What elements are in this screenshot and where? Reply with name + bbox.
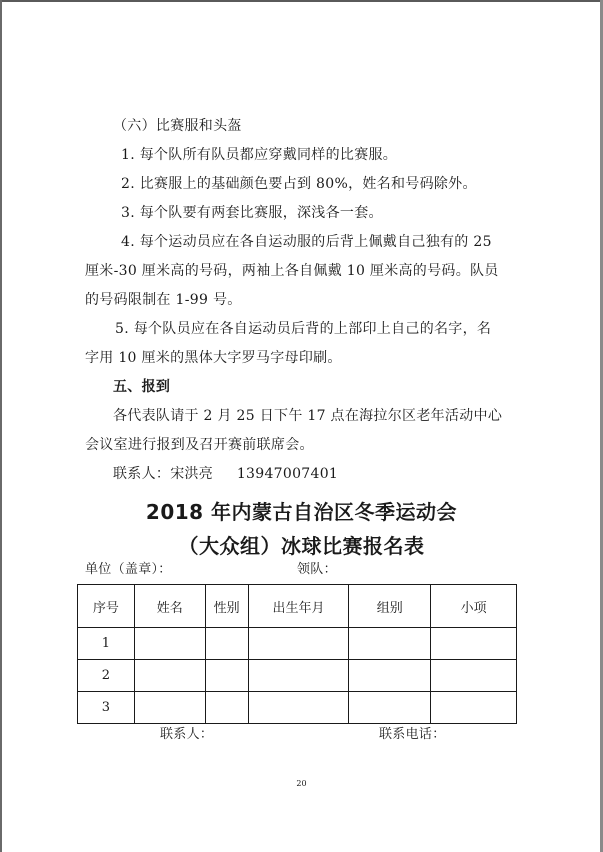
cell-event[interactable] bbox=[431, 628, 517, 660]
cell-name[interactable] bbox=[134, 692, 205, 724]
cell-birth-date[interactable] bbox=[248, 660, 349, 692]
section6-item5-line1: 5. 每个队员应在各自运动员后背的上部印上自己的名字，名 bbox=[115, 321, 492, 337]
cell-name[interactable] bbox=[134, 628, 205, 660]
header-serial: 序号 bbox=[78, 585, 135, 628]
cell-gender[interactable] bbox=[205, 660, 248, 692]
header-gender: 性别 bbox=[205, 585, 248, 628]
table-row bbox=[78, 692, 517, 724]
header-birth-date: 出生年月 bbox=[248, 585, 349, 628]
table-row bbox=[78, 660, 517, 692]
cell-name[interactable] bbox=[134, 660, 205, 692]
header-name: 姓名 bbox=[134, 585, 205, 628]
page-border-left bbox=[0, 0, 2, 852]
table-row bbox=[78, 628, 517, 660]
section6-item4-line2: 厘米-30 厘米高的号码，两袖上各自佩戴 10 厘米高的号码。队员 bbox=[85, 263, 499, 279]
header-group: 组别 bbox=[349, 585, 431, 628]
cell-gender[interactable] bbox=[205, 628, 248, 660]
registration-table bbox=[77, 584, 517, 724]
section6-item1: 1. 每个队所有队员都应穿戴同样的比赛服。 bbox=[121, 147, 398, 163]
section6-item4-line3: 的号码限制在 1-99 号。 bbox=[85, 292, 242, 308]
section6-item2: 2. 比赛服上的基础颜色要占到 80%，姓名和号码除外。 bbox=[121, 176, 477, 192]
page-border-top bbox=[0, 0, 603, 2]
section6-item5-line2: 字用 10 厘米的黑体大字罗马字母印刷。 bbox=[85, 350, 342, 366]
section5-paragraph-line1: 各代表队请于 2 月 25 日下午 17 点在海拉尔区老年活动中心 bbox=[113, 408, 503, 424]
cell-group[interactable] bbox=[349, 628, 431, 660]
unit-stamp-label: 单位（盖章）： bbox=[85, 562, 172, 577]
form-title-line1: 2018 年内蒙古自治区冬季运动会 bbox=[145, 500, 458, 524]
row-serial: 1 bbox=[78, 628, 135, 660]
form-contact-label: 联系人： bbox=[160, 727, 214, 742]
section6-heading: （六）比赛服和头盔 bbox=[113, 118, 242, 134]
section6-item3: 3. 每个队要有两套比赛服，深浅各一套。 bbox=[121, 205, 383, 221]
table-header-row bbox=[78, 585, 517, 628]
section5-paragraph-line2: 会议室进行报到及召开赛前联席会。 bbox=[85, 437, 314, 453]
cell-group[interactable] bbox=[349, 692, 431, 724]
cell-event[interactable] bbox=[431, 660, 517, 692]
section5-heading: 五、报到 bbox=[113, 379, 171, 395]
team-leader-label: 领队： bbox=[297, 562, 337, 577]
section6-item4-line1: 4. 每个运动员应在各自运动服的后背上佩戴自己独有的 25 bbox=[121, 234, 492, 250]
cell-birth-date[interactable] bbox=[248, 692, 349, 724]
cell-birth-date[interactable] bbox=[248, 628, 349, 660]
section5-contact: 联系人：宋洪亮 13947007401 bbox=[113, 466, 339, 482]
form-title-line2: （大众组）冰球比赛报名表 bbox=[178, 534, 425, 558]
page-number: 20 bbox=[296, 779, 307, 788]
form-phone-label: 联系电话： bbox=[379, 727, 446, 742]
header-event: 小项 bbox=[431, 585, 517, 628]
row-serial: 3 bbox=[78, 692, 135, 724]
cell-gender[interactable] bbox=[205, 692, 248, 724]
cell-group[interactable] bbox=[349, 660, 431, 692]
row-serial: 2 bbox=[78, 660, 135, 692]
cell-event[interactable] bbox=[431, 692, 517, 724]
